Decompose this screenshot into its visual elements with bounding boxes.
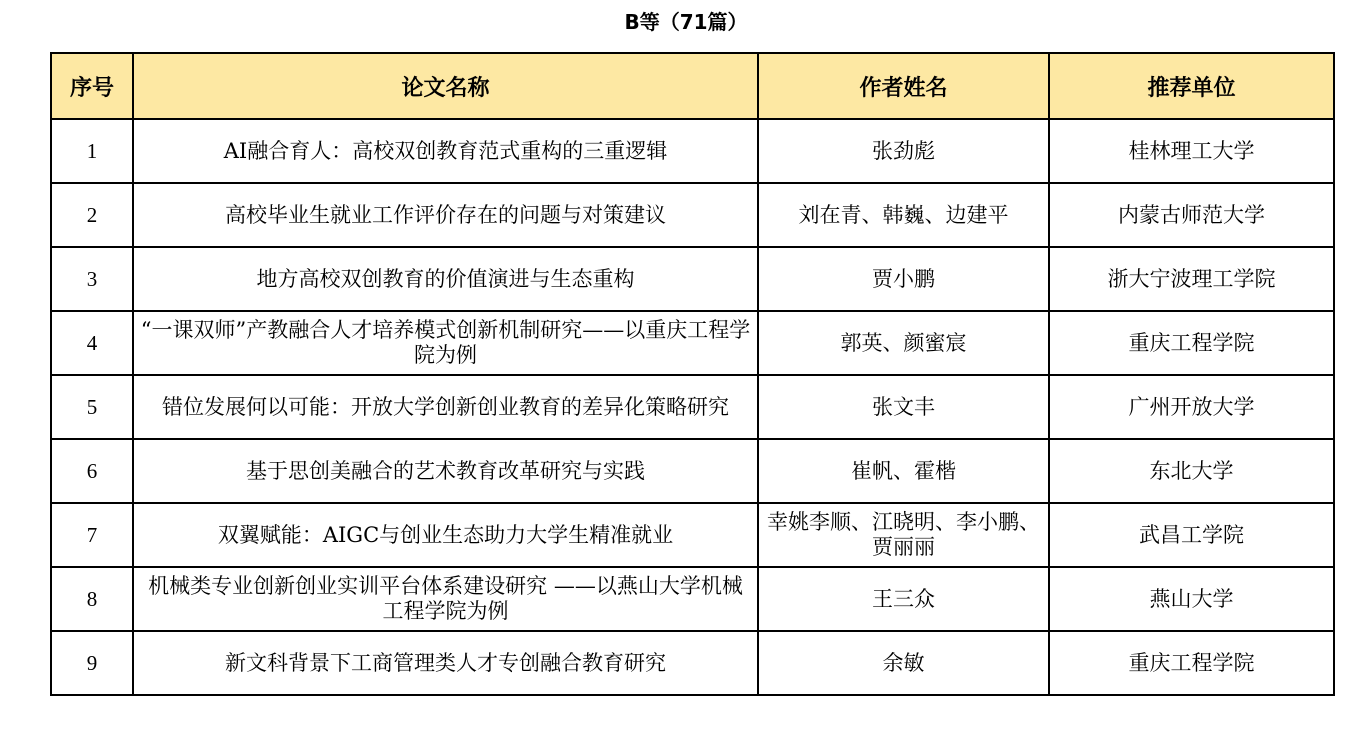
table-row [51,119,1334,183]
row-index: 5 [51,375,133,439]
row-unit: 重庆工程学院 [1049,631,1334,695]
row-index: 7 [51,503,133,567]
header-index: 序号 [51,53,133,119]
row-unit: 重庆工程学院 [1049,311,1334,375]
table-row [51,439,1334,503]
row-index: 3 [51,247,133,311]
table-row [51,311,1334,375]
table-row [51,247,1334,311]
row-unit: 内蒙古师范大学 [1049,183,1334,247]
table-row [51,183,1334,247]
row-author: 余敏 [758,631,1049,695]
row-author: 幸姚李顺、江晓明、李小鹏、贾丽丽 [758,503,1049,567]
row-paper-title: 新文科背景下工商管理类人才专创融合教育研究 [133,631,758,695]
row-author: 崔帆、霍楷 [758,439,1049,503]
row-unit: 桂林理工大学 [1049,119,1334,183]
row-index: 6 [51,439,133,503]
table-row [51,503,1334,567]
row-paper-title: 高校毕业生就业工作评价存在的问题与对策建议 [133,183,758,247]
row-index: 2 [51,183,133,247]
row-author: 王三众 [758,567,1049,631]
row-paper-title: 错位发展何以可能：开放大学创新创业教育的差异化策略研究 [133,375,758,439]
row-paper-title: 双翼赋能：AIGC与创业生态助力大学生精准就业 [133,503,758,567]
header-recommending-unit: 推荐单位 [1049,53,1334,119]
row-author: 刘在青、韩巍、边建平 [758,183,1049,247]
table-row [51,631,1334,695]
row-paper-title: 地方高校双创教育的价值演进与生态重构 [133,247,758,311]
row-unit: 东北大学 [1049,439,1334,503]
row-author: 张劲彪 [758,119,1049,183]
row-paper-title: 机械类专业创新创业实训平台体系建设研究 ——以燕山大学机械工程学院为例 [133,567,758,631]
row-unit: 广州开放大学 [1049,375,1334,439]
row-paper-title: 基于思创美融合的艺术教育改革研究与实践 [133,439,758,503]
row-unit: 浙大宁波理工学院 [1049,247,1334,311]
table-row [51,567,1334,631]
row-index: 4 [51,311,133,375]
paper-table [50,52,1335,696]
header-author: 作者姓名 [758,53,1049,119]
row-index: 1 [51,119,133,183]
row-author: 郭英、颜蜜宸 [758,311,1049,375]
row-index: 9 [51,631,133,695]
row-paper-title: AI融合育人：高校双创教育范式重构的三重逻辑 [133,119,758,183]
row-unit: 武昌工学院 [1049,503,1334,567]
row-index: 8 [51,567,133,631]
row-unit: 燕山大学 [1049,567,1334,631]
row-author: 张文丰 [758,375,1049,439]
table-header-row [51,53,1334,119]
table-row [51,375,1334,439]
row-paper-title: “一课双师”产教融合人才培养模式创新机制研究——以重庆工程学院为例 [133,311,758,375]
header-paper-title: 论文名称 [133,53,758,119]
row-author: 贾小鹏 [758,247,1049,311]
page-title: B等（71篇） [624,10,748,34]
